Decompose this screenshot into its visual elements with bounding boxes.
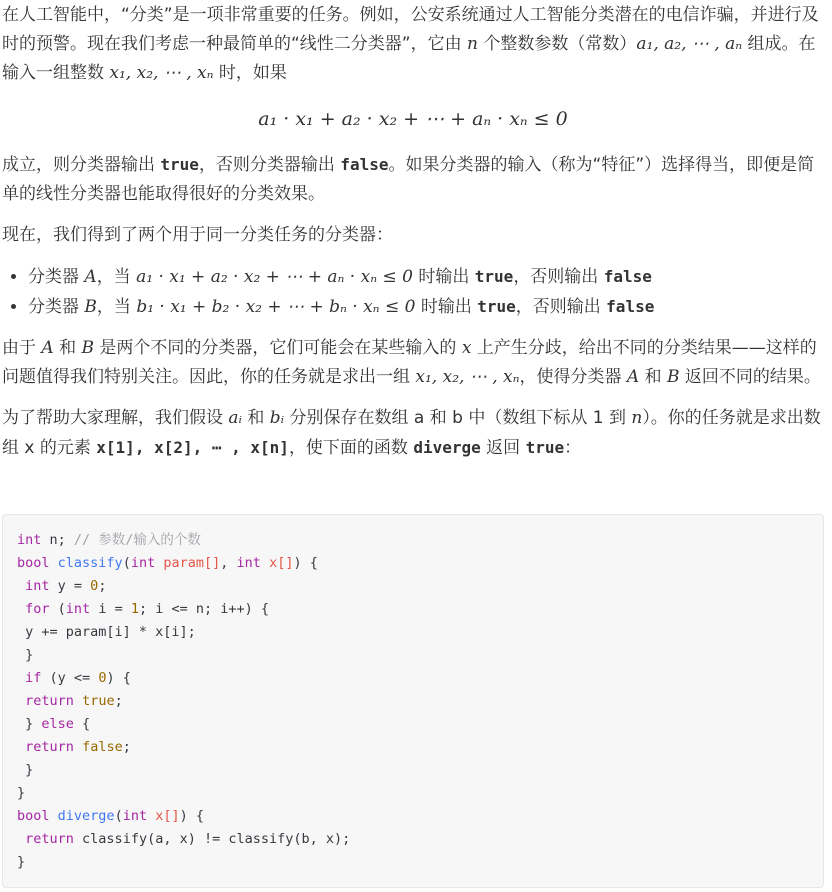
code-block (2, 514, 824, 888)
code-token: else (41, 716, 74, 732)
code-token: param[] (163, 555, 221, 571)
code-token: classify(a, x) != classify(b, x); (73, 831, 351, 847)
code-true: true (160, 155, 199, 174)
task-paragraph (2, 404, 824, 463)
code-token: { (73, 716, 91, 732)
text: 时输出 (412, 267, 475, 287)
code-token: int (236, 555, 261, 571)
math-b: B (81, 338, 94, 358)
intro-paragraph (2, 1, 824, 88)
text: ，当 (96, 297, 137, 317)
code-token (50, 555, 58, 571)
code-token: y = (49, 578, 91, 594)
code-token: i = (90, 601, 131, 617)
text: ，否则分类器输出 (198, 155, 341, 175)
code-token: ) { (106, 670, 131, 686)
code-line (17, 552, 823, 575)
math-a: A (84, 267, 97, 287)
code-token (17, 601, 25, 617)
math-n: n (631, 408, 643, 428)
math-a: A (41, 338, 54, 358)
code-line (17, 529, 823, 552)
code-token: ; i <= n; i++) { (138, 601, 270, 617)
code-token: } (17, 854, 26, 870)
math-a: A (626, 367, 640, 387)
code-true: true (525, 438, 565, 457)
code-token: false (82, 739, 123, 755)
code-line (17, 759, 823, 782)
math-x: x (461, 338, 472, 358)
text: 分类器 (28, 297, 85, 317)
classifier-b-item (28, 292, 824, 322)
code-token: x[] (155, 808, 180, 824)
code-token (17, 739, 25, 755)
code-token: int (25, 578, 50, 594)
code-line (17, 575, 823, 598)
code-token (74, 693, 82, 709)
code-token: 0 (98, 670, 107, 686)
code-token (17, 670, 25, 686)
code-token: } (17, 647, 34, 663)
classifier-list (2, 262, 824, 322)
code-token: ( (49, 601, 66, 617)
code-token: classify (57, 555, 123, 571)
code-token (17, 578, 25, 594)
text: 成立，则分类器输出 (2, 155, 161, 175)
code-token: ; (122, 739, 131, 755)
code-token: ( (122, 555, 131, 571)
code-token: true (82, 693, 115, 709)
code-token: 1 (130, 601, 139, 617)
code-token: ( (114, 808, 123, 824)
text: 分别保存在数组 a 和 b 中（数组下标从 1 到 (284, 408, 632, 428)
text: 组成。在输入一组整数 (2, 34, 816, 83)
text: 上产生分歧，给出不同的分类结果——这样的问题值得我们特别关注。因此，你的任务就是求出一组 (2, 338, 817, 387)
code-false: false (606, 297, 655, 316)
code-token: 0 (90, 578, 99, 594)
code-token (17, 831, 25, 847)
code-true: true (474, 267, 514, 286)
code-token: } (17, 785, 26, 801)
code-token (147, 808, 155, 824)
math-params-a: a₁, a₂, ⋯ , aₙ (636, 34, 743, 54)
math-n: n (467, 34, 478, 54)
code-token: int (122, 808, 148, 824)
code-x-elements: x[1], x[2], ⋯ , x[n] (96, 438, 289, 457)
math-ai: aᵢ (228, 408, 242, 428)
code-token: ; (98, 578, 107, 594)
code-token: } (17, 762, 34, 778)
code-line (17, 736, 823, 759)
code-false: false (340, 155, 389, 174)
text: ，当 (96, 267, 137, 287)
text: 为了帮助大家理解，我们假设 (2, 408, 229, 428)
text: 返回不同的结果。 (679, 367, 821, 387)
text: 返回 (480, 438, 526, 458)
code-token (74, 739, 82, 755)
text: 在人工智能中，“分类”是一项非常重要的任务。例如，公安系统通过人工智能分类潜在的电信诈骗，并进行及时的预警。现在我们考虑一种最简单的“线性二分类器”，它由 (2, 5, 819, 54)
code-token (17, 693, 25, 709)
classifier-a-item (28, 262, 824, 292)
code-token (50, 808, 58, 824)
code-token: , (220, 555, 237, 571)
code-token: ) { (179, 808, 205, 824)
math-condition-a: a₁ · x₁ + a₂ · x₂ + ⋯ + aₙ · xₙ ≤ 0 (136, 267, 413, 287)
code-token: bool (17, 555, 50, 571)
code-token (261, 555, 269, 571)
code-line (17, 828, 823, 851)
display-formula: a₁ · x₁ + a₂ · x₂ + ⋯ + aₙ · xₙ ≤ 0 (258, 108, 568, 130)
code-token: n; (41, 532, 74, 548)
text: ，使得分类器 (519, 367, 627, 387)
text: 是两个不同的分类器，它们可能会在某些输入的 (94, 338, 462, 358)
math-bi: bᵢ (269, 408, 285, 428)
text: ，否则输出 (515, 297, 607, 317)
code-token: return (25, 831, 74, 847)
math-inputs-x: x₁, x₂, ⋯ , xₙ (415, 367, 520, 387)
text: 分类器 (28, 267, 85, 287)
code-token: for (25, 601, 50, 617)
text: 和 (53, 338, 82, 358)
text: 时输出 (415, 297, 478, 317)
code-line (17, 598, 823, 621)
two-classifiers-paragraph: 现在，我们得到了两个用于同一分类任务的分类器： (2, 225, 393, 245)
code-token: x[] (269, 555, 294, 571)
text: 和 (241, 408, 270, 428)
code-token: // 参数/输入的个数 (73, 532, 201, 548)
code-token: int (17, 532, 42, 548)
code-token: diverge (57, 808, 115, 824)
divergence-paragraph (2, 334, 824, 392)
code-token: ) { (293, 555, 318, 571)
code-false: false (603, 267, 652, 286)
code-line (17, 621, 823, 644)
code-token: int (130, 555, 156, 571)
code-token: y += param[i] * x[i]; (17, 624, 196, 640)
code-line (17, 782, 823, 805)
code-token: return (25, 739, 74, 755)
math-b: B (84, 297, 97, 317)
text: ，否则输出 (513, 267, 604, 287)
output-paragraph (2, 150, 824, 209)
text: 。如果分类器的输入（称为“特征”）选择得当，即便是简单的线性分类器也能取得很好的分类效果。 (2, 155, 815, 204)
code-token: bool (17, 808, 50, 824)
math-inputs-x: x₁, x₂, ⋯ , xₙ (109, 63, 214, 83)
code-token: } (17, 716, 42, 732)
text: 个整数参数（常数） (477, 34, 637, 54)
text: 时，如果 (213, 63, 287, 83)
code-token: (y <= (41, 670, 99, 686)
text: 由于 (2, 338, 42, 358)
text: ）。你的任务就是求出数组 x 的元素 (2, 408, 821, 458)
code-token: ; (114, 693, 123, 709)
code-line (17, 805, 823, 828)
math-b: B (667, 367, 680, 387)
code-token: int (65, 601, 91, 617)
text: ： (564, 438, 582, 458)
code-line (17, 713, 823, 736)
problem-statement (2, 1, 824, 463)
code-line (17, 851, 823, 874)
code-line (17, 690, 823, 713)
code-line (17, 644, 823, 667)
code-true: true (477, 297, 516, 316)
code-diverge: diverge (413, 438, 481, 457)
code-token: if (25, 670, 42, 686)
text: ，使下面的函数 (288, 438, 414, 458)
code-line (17, 667, 823, 690)
math-condition-b: b₁ · x₁ + b₂ · x₂ + ⋯ + bₙ · xₙ ≤ 0 (136, 297, 416, 317)
code-token: return (25, 693, 74, 709)
text: 和 (639, 367, 668, 387)
